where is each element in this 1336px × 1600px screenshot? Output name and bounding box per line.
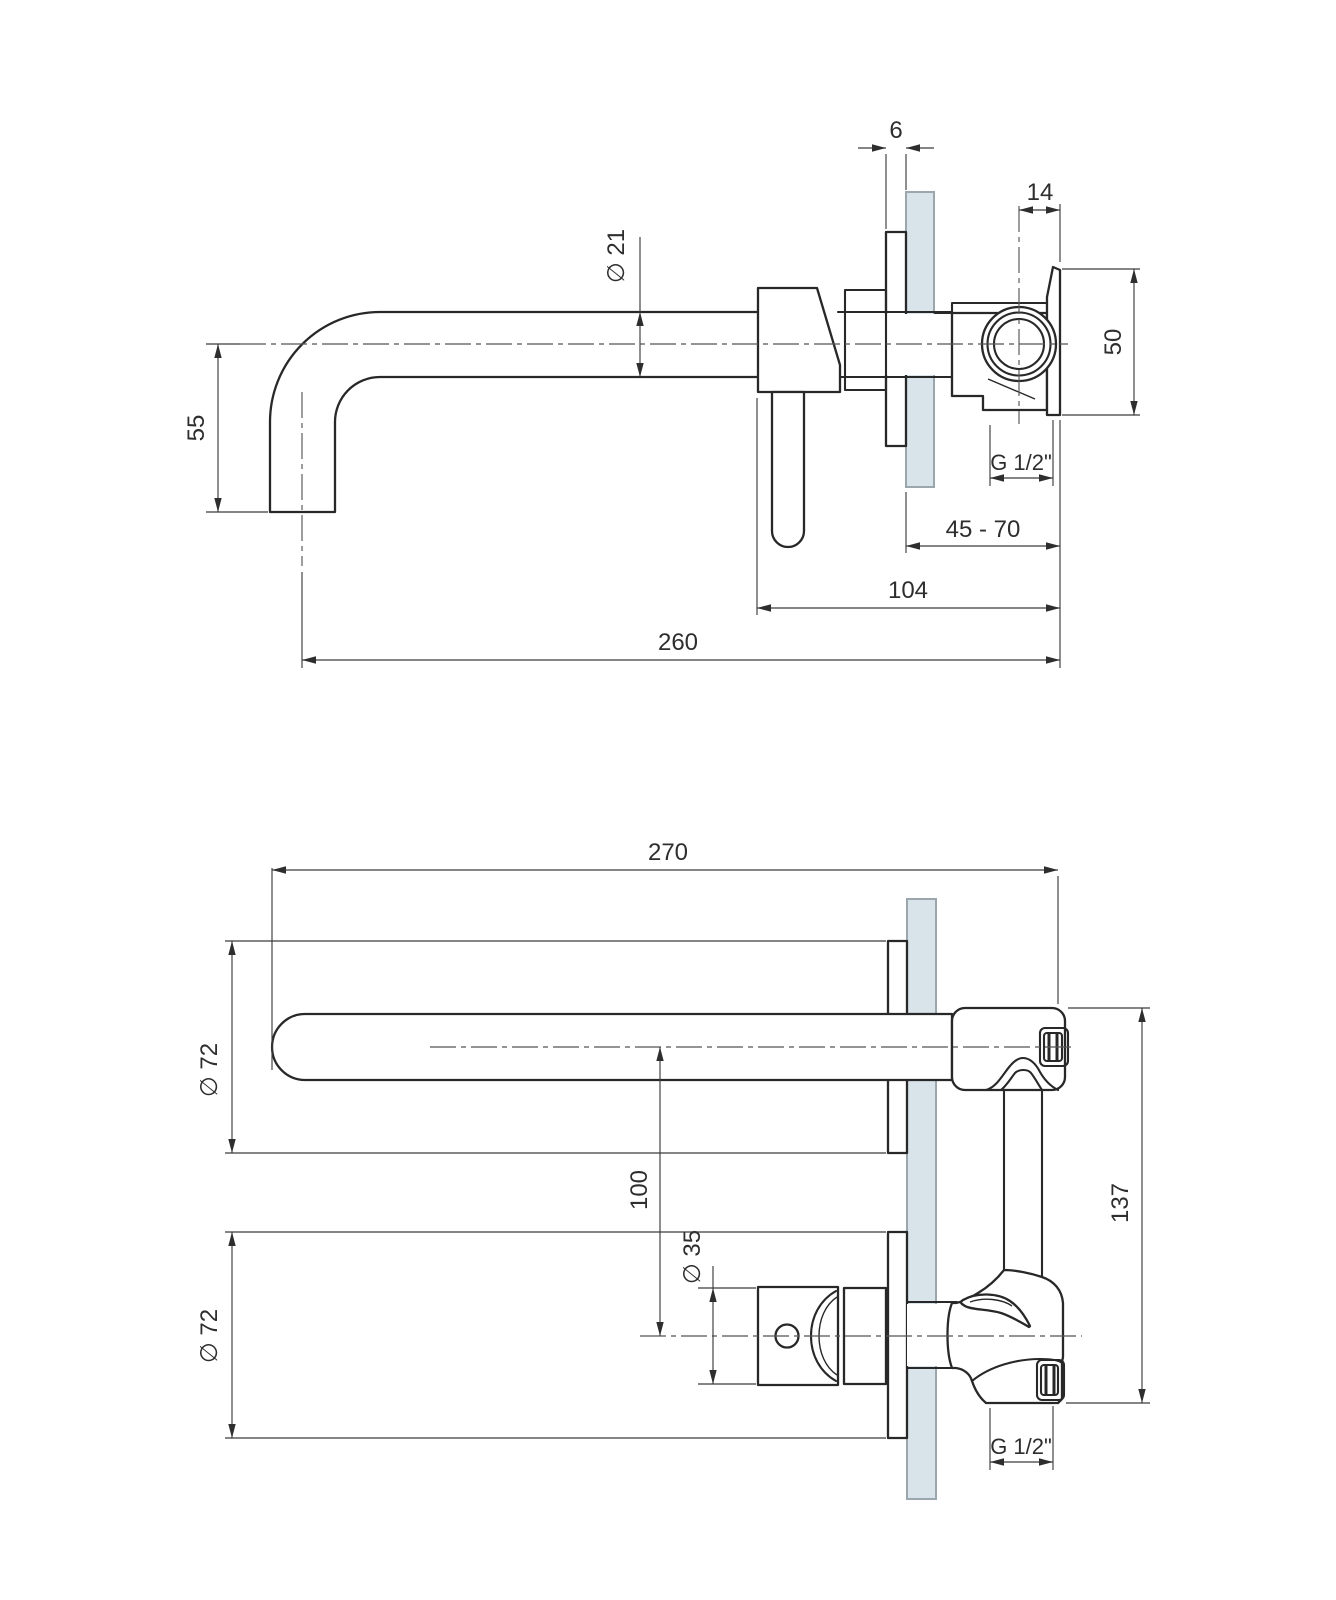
mixer-block xyxy=(758,288,840,392)
dim-label: 270 xyxy=(647,839,689,866)
wall-section xyxy=(907,899,936,1499)
dim-label: 50 xyxy=(1100,328,1127,356)
dim-label: ∅ 72 xyxy=(196,1308,223,1364)
dim-label: 260 xyxy=(657,629,699,656)
dim-valve-height xyxy=(1062,269,1140,415)
dim-label: G 1/2" xyxy=(990,450,1052,475)
dim-outlet-depth xyxy=(1019,179,1060,262)
dim-handle-diameter xyxy=(679,1230,756,1384)
concealed-valve-body xyxy=(935,267,1060,415)
dim-label: 104 xyxy=(887,577,929,604)
spout xyxy=(270,312,760,512)
dim-centre-distance xyxy=(626,1047,660,1336)
dim-label: ∅ 35 xyxy=(679,1229,706,1285)
dim-label: ∅ 72 xyxy=(196,1042,223,1098)
dim-label: 6 xyxy=(889,117,903,144)
plan-view xyxy=(196,839,1150,1499)
dim-label: 55 xyxy=(183,414,210,442)
dim-thread-size-plan xyxy=(990,1406,1053,1470)
dim-spout-reach xyxy=(302,572,1060,668)
dim-label: 100 xyxy=(626,1169,653,1211)
dim-label: ∅ 21 xyxy=(603,228,630,284)
handle-rosette xyxy=(888,1232,907,1438)
dim-spout-drop xyxy=(183,344,268,512)
dim-thread-size-side xyxy=(990,420,1053,486)
dim-label: 45 - 70 xyxy=(945,516,1021,543)
dim-label: 14 xyxy=(1026,179,1054,206)
dim-label: 137 xyxy=(1107,1182,1134,1224)
dim-label: G 1/2" xyxy=(990,1434,1052,1459)
dim-body-length xyxy=(1066,1008,1150,1403)
lever-handle xyxy=(772,392,804,547)
side-view xyxy=(183,117,1140,668)
